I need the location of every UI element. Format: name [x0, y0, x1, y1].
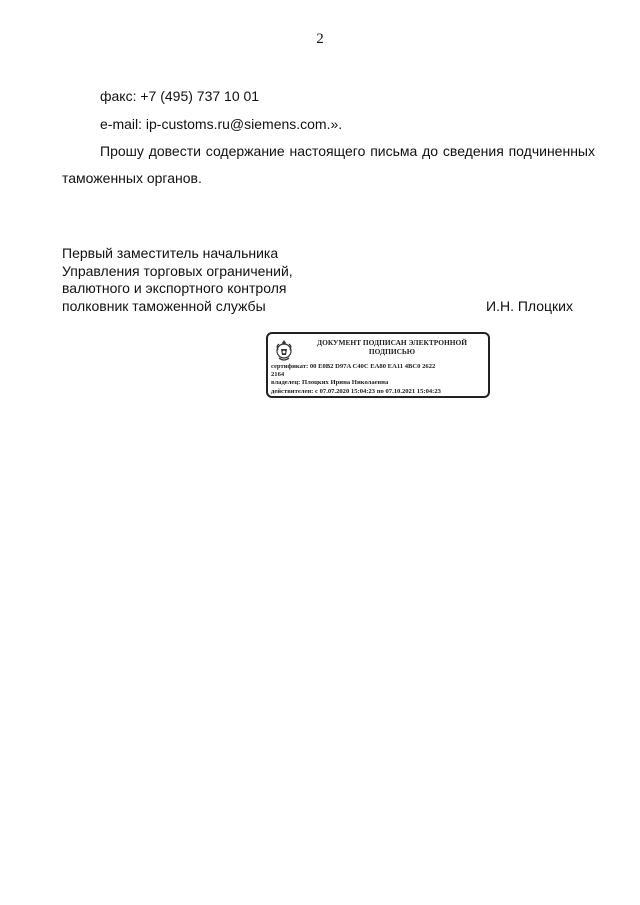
- fax-line: факс: +7 (495) 737 10 01: [100, 88, 260, 104]
- position-line: Управления торговых ограничений,: [62, 262, 293, 279]
- stamp-title-line: ПОДПИСЬЮ: [368, 347, 416, 356]
- stamp-details: [271, 363, 487, 396]
- stamp-certificate-cont: 2164: [271, 371, 285, 379]
- request-line-1: Прошу довести содержание настоящего письма до сведения подчиненных: [100, 143, 595, 159]
- request-line-2: таможенных органов.: [62, 170, 202, 186]
- email-line: e-mail: ip-customs.ru@siemens.com.».: [100, 116, 343, 132]
- position-line: валютного и экспортного контроля: [62, 280, 287, 296]
- stamp-owner: владелец: Плоцких Ирина Николаевна: [271, 379, 389, 387]
- stamp-title-line: ДОКУМЕНТ ПОДПИСАН ЭЛЕКТРОННОЙ: [317, 338, 467, 347]
- signer-name: И.Н. Плоцких: [486, 298, 573, 314]
- emblem-icon: [273, 339, 295, 363]
- position-line: Первый заместитель начальника: [62, 245, 279, 261]
- page-number: 2: [316, 31, 324, 47]
- stamp-validity: действителен: с 07.07.2020 15:04:23 по 07.10.2021 15:04:23: [271, 387, 441, 395]
- position-line: полковник таможенной службы: [62, 297, 266, 314]
- signatory-position: [62, 245, 293, 315]
- stamp-title: [298, 338, 486, 356]
- e-signature-stamp: [266, 332, 490, 398]
- stamp-certificate: сертификат: 00 E0B2 D97A C40C EA80 EA11 4BC0 2622: [271, 363, 436, 370]
